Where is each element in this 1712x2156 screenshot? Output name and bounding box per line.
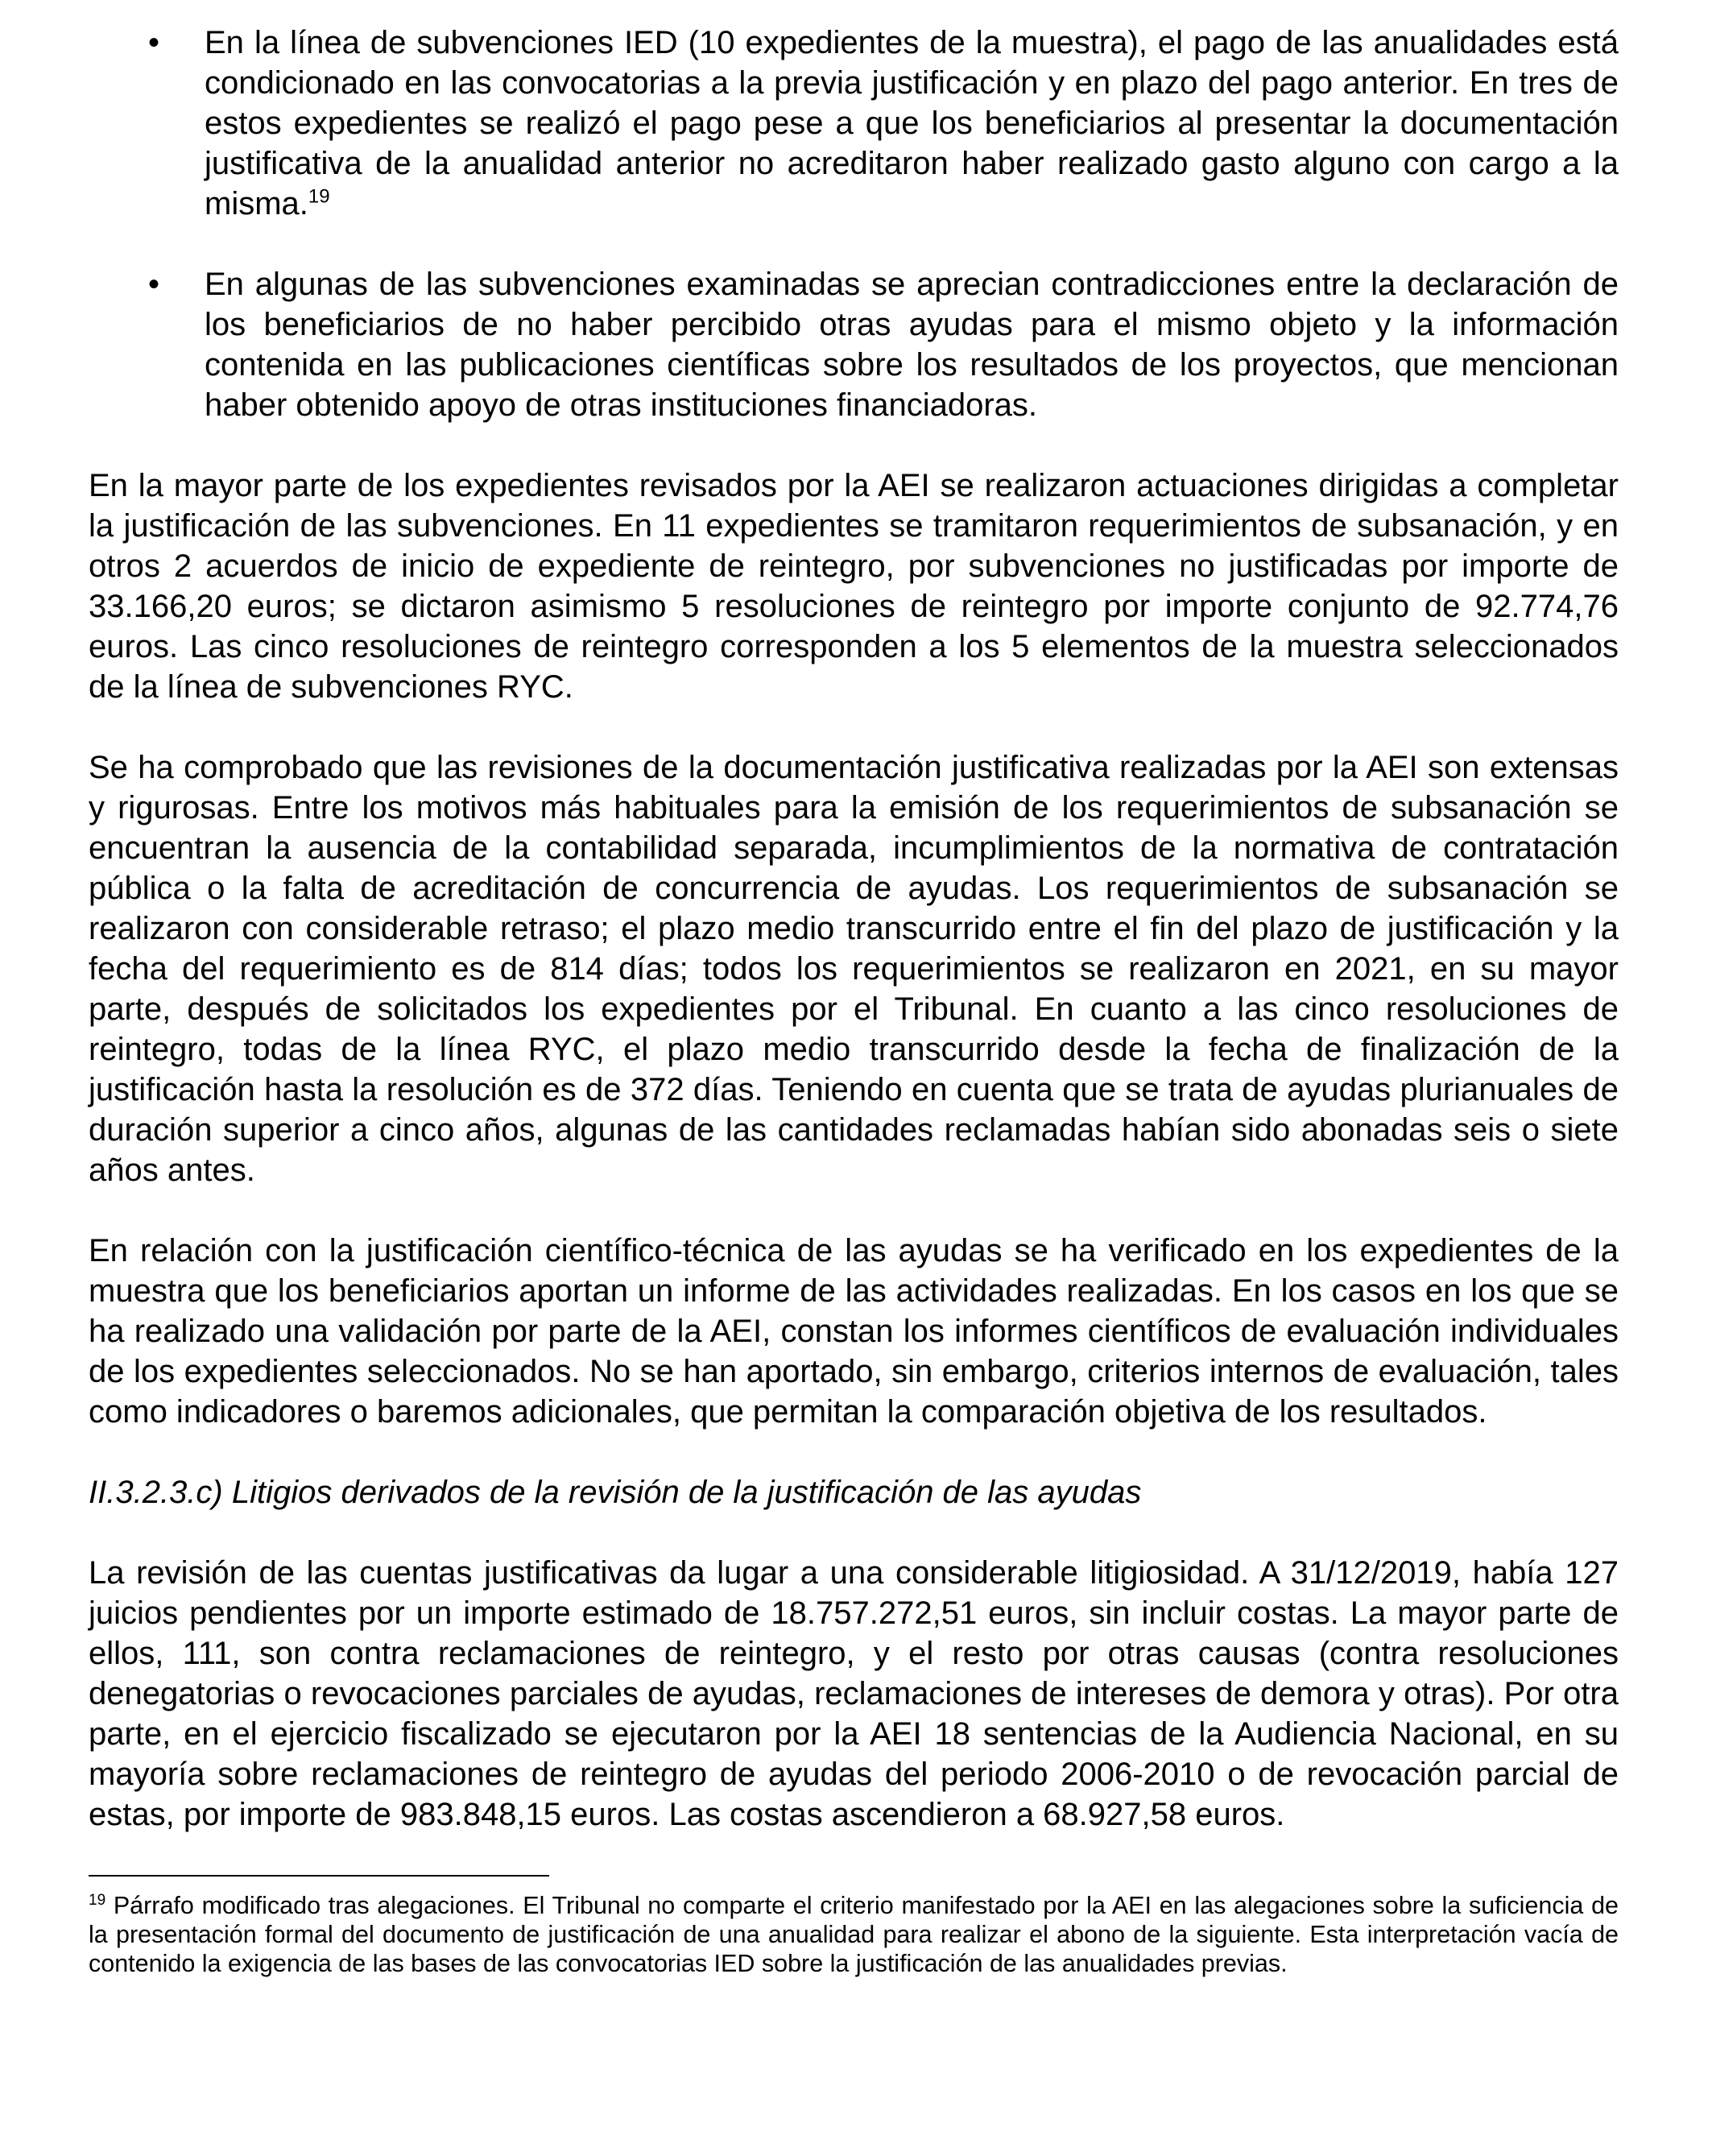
footnote-number: 19 — [89, 1891, 106, 1909]
bullet-item — [89, 264, 1619, 425]
bullet-symbol: • — [148, 25, 160, 60]
bullet-item — [89, 23, 1619, 224]
bullet-text: En la línea de subvenciones IED (10 expedientes de la muestra), el pago de las anualidades está condicionado en las convocatorias a la previa justificación y en plazo del pago anterior. En tres de estos expedientes se realizó el pago pese a que los beneficiarios al presentar la documentación justificativa de la anualidad anterior no acreditaron haber realizado gasto alguno con cargo a la misma. — [205, 25, 1619, 221]
paragraph: En relación con la justificación científico-técnica de las ayudas se ha verificado en los expedientes de la muestra que los beneficiarios aportan un informe de las actividades realizadas. En los casos en los que se ha realizado una validación por parte de la AEI, constan los informes científicos de evaluación individuales de los expedientes seleccionados. No se han aportado, sin embargo, criterios internos de evaluación, tales como indicadores o baremos adicionales, que permitan la comparación objetiva de los resultados. — [89, 1233, 1619, 1430]
bullet-symbol: • — [148, 267, 160, 302]
bullet-text: En algunas de las subvenciones examinadas se aprecian contradicciones entre la declaración de los beneficiarios de no haber percibido otras ayudas para el mismo objeto y la información contenida en las publicaciones científicas sobre los resultados de los proyectos, que mencionan haber obtenido apoyo de otras instituciones financiadoras. — [205, 267, 1619, 423]
footnote — [89, 1891, 1619, 1978]
footnote-reference[interactable]: 19 — [308, 185, 330, 208]
section-heading: II.3.2.3.c) Litigios derivados de la revisión de la justificación de las ayudas — [89, 1475, 1142, 1510]
footnote-text: Párrafo modificado tras alegaciones. El Tribunal no comparte el criterio manifestado por la AEI en las alegaciones sobre la suficiencia de la presentación formal del documento de justificación de una anualidad para realizar el abono de la siguiente. Esta interpretación vacía de contenido la exigencia de las bases de las convocatorias IED sobre la justificación de las anualidades previas. — [89, 1892, 1619, 1977]
paragraph: En la mayor parte de los expedientes revisados por la AEI se realizaron actuaciones dirigidas a completar la justificación de las subvenciones. En 11 expedientes se tramitaron requerimientos de subsanación, y en otros 2 acuerdos de inicio de expediente de reintegro, por subvenciones no justificadas por importe de 33.166,20 euros; se dictaron asimismo 5 resoluciones de reintegro por importe conjunto de 92.774,76 euros. Las cinco resoluciones de reintegro corresponden a los 5 elementos de la muestra seleccionados de la línea de subvenciones RYC. — [89, 468, 1619, 705]
paragraph: Se ha comprobado que las revisiones de la documentación justificativa realizadas por la AEI son extensas y rigurosas. Entre los motivos más habituales para la emisión de los requerimientos de subsanación se encuentran la ausencia de la contabilidad separada, incumplimientos de la normativa de contratación pública o la falta de acreditación de concurrencia de ayudas. Los requerimientos de subsanación se realizaron con considerable retraso; el plazo medio transcurrido entre el fin del plazo de justificación y la fecha del requerimiento es de 814 días; todos los requerimientos se realizaron en 2021, en su mayor parte, después de solicitados los expedientes por el Tribunal. En cuanto a las cinco resoluciones de reintegro, todas de la línea RYC, el plazo medio transcurrido desde la fecha de finalización de la justificación hasta la resolución es de 372 días. Teniendo en cuenta que se trata de ayudas plurianuales de duración superior a cinco años, algunas de las cantidades reclamadas habían sido abonadas seis o siete años antes. — [89, 750, 1619, 1188]
paragraph: La revisión de las cuentas justificativas da lugar a una considerable litigiosidad. A 31/12/2019, había 127 juicios pendientes por un importe estimado de 18.757.272,51 euros, sin incluir costas. La mayor parte de ellos, 111, son contra reclamaciones de reintegro, y el resto por otras causas (contra resoluciones denegatorias o revocaciones parciales de ayudas, reclamaciones de intereses de demora y otras). Por otra parte, en el ejercicio fiscalizado se ejecutaron por la AEI 18 sentencias de la Audiencia Nacional, en su mayoría sobre reclamaciones de reintegro de ayudas del periodo 2006-2010 o de revocación parcial de estas, por importe de 983.848,15 euros. Las costas ascendieron a 68.927,58 euros. — [89, 1555, 1619, 1832]
footnote-separator — [89, 1875, 549, 1877]
document-page — [89, 23, 1619, 1978]
